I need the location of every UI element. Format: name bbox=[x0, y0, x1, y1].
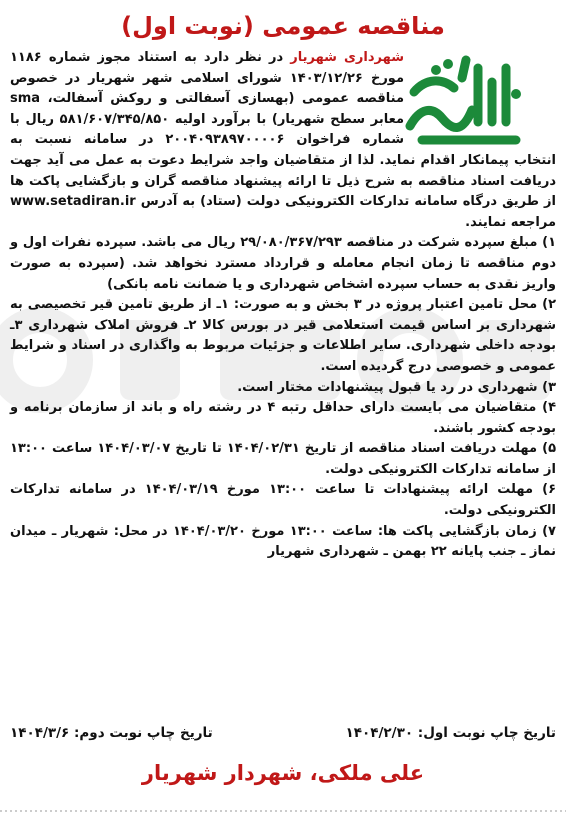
intro-text: در نظر دارد به استناد مجوز شماره ۱۱۸۶ مورخ ۱۴۰۳/۱۲/۲۶ شورای اسلامی شهر شهریار در خصوص مناقصه عمومی (بهسازی آسفالتی و روکش آسفالت، bbox=[10, 50, 404, 107]
intro-text-3: مراجعه نمایند. bbox=[465, 214, 556, 230]
clause-item: ۲) محل تامین اعتبار پروژه در ۳ بخش و به صورت: ۱ـ از طریق تامین قیر تخصیصی به شهرداری بر اساس قیمت استعلامی قیر در بورس کالا ۲ـ فروش املاک شهرداری ۳ـ بودجه داخلی شهرداری. سایر اطلاعات و جزئیات مربوط به واگذاری در اسناد و شرایط عمومی و خصوصی درج گردیده است. bbox=[10, 297, 556, 374]
setad-url[interactable]: www.setadiran.ir bbox=[10, 194, 136, 210]
organization-name: شهرداری شهریار bbox=[290, 50, 404, 65]
bottom-divider bbox=[0, 810, 566, 812]
clause-item: ۴) متقاضیان می بایست دارای حداقل رتبه ۴ در رشته راه و باند از سازمان برنامه و بودجه کشور باشند. bbox=[10, 400, 556, 436]
notice-body bbox=[10, 48, 556, 563]
page-title: مناقصه عمومی (نوبت اول) bbox=[121, 12, 445, 40]
clause-item: ۱) مبلغ سپرده شرکت در مناقصه ۲۹/۰۸۰/۳۶۷/۲۹۳ ریال می باشد. سپرده نفرات اول و دوم مناقصه تا زمان انجام معامله و قرارداد مسترد نخواهد شد. (سپرده به صورت واریز نقدی به حساب سپرده اشخاص شهرداری و یا ضمانت نامه بانکی) bbox=[10, 235, 556, 292]
intro-text-2: معابر سطح شهریار) با برآورد اولیه ۵۸۱/۶۰۷/۳۴۵/۸۵۰ ریال با شماره فراخوان ۲۰۰۴۰۹۳۸۹۷۰۰۰۰۶ در سامانه نسبت به انتخاب پیمانکار اقدام نماید. لذا از متقاضیان واجد شرایط دعوت به عمل می آید جهت دریافت اسناد مناقصه به شرح ذیل تا ارائه پیشنهاد مناقصه گران و بازگشایی پاکت ها از طریق درگاه سامانه تدارکات الکترونیکی دولت (ستاد) به آدرس bbox=[10, 111, 556, 210]
sma-term: sma bbox=[10, 91, 41, 107]
first-print-date: تاریخ چاپ نوبت اول: ۱۴۰۴/۲/۳۰ bbox=[345, 725, 556, 741]
second-print-date: تاریخ چاپ نوبت دوم: ۱۴۰۴/۳/۶ bbox=[10, 725, 213, 741]
clause-item: ۵) مهلت دریافت اسناد مناقصه از تاریخ ۱۴۰۴/۰۲/۳۱ تا تاریخ ۱۴۰۴/۰۳/۰۷ ساعت ۱۳:۰۰ از سامانه تدارکات الکترونیکی دولت. bbox=[10, 441, 556, 477]
clause-item: ۳) شهرداری در رد یا قبول پیشنهادات مختار است. bbox=[237, 379, 556, 395]
signature: علی ملکی، شهردار شهریار bbox=[141, 761, 425, 785]
clause-item: ۷) زمان بازگشایی پاکت ها: ساعت ۱۳:۰۰ مورخ ۱۴۰۴/۰۳/۲۰ در محل: شهریار ـ میدان نماز ـ جنب پایانه ۲۲ بهمن ـ شهرداری شهریار bbox=[10, 523, 556, 560]
clause-item: ۶) مهلت ارائه پیشنهادات تا ساعت ۱۳:۰۰ مورخ ۱۴۰۴/۰۳/۱۹ در سامانه تدارکات الکترونیکی دولت. bbox=[10, 482, 557, 519]
